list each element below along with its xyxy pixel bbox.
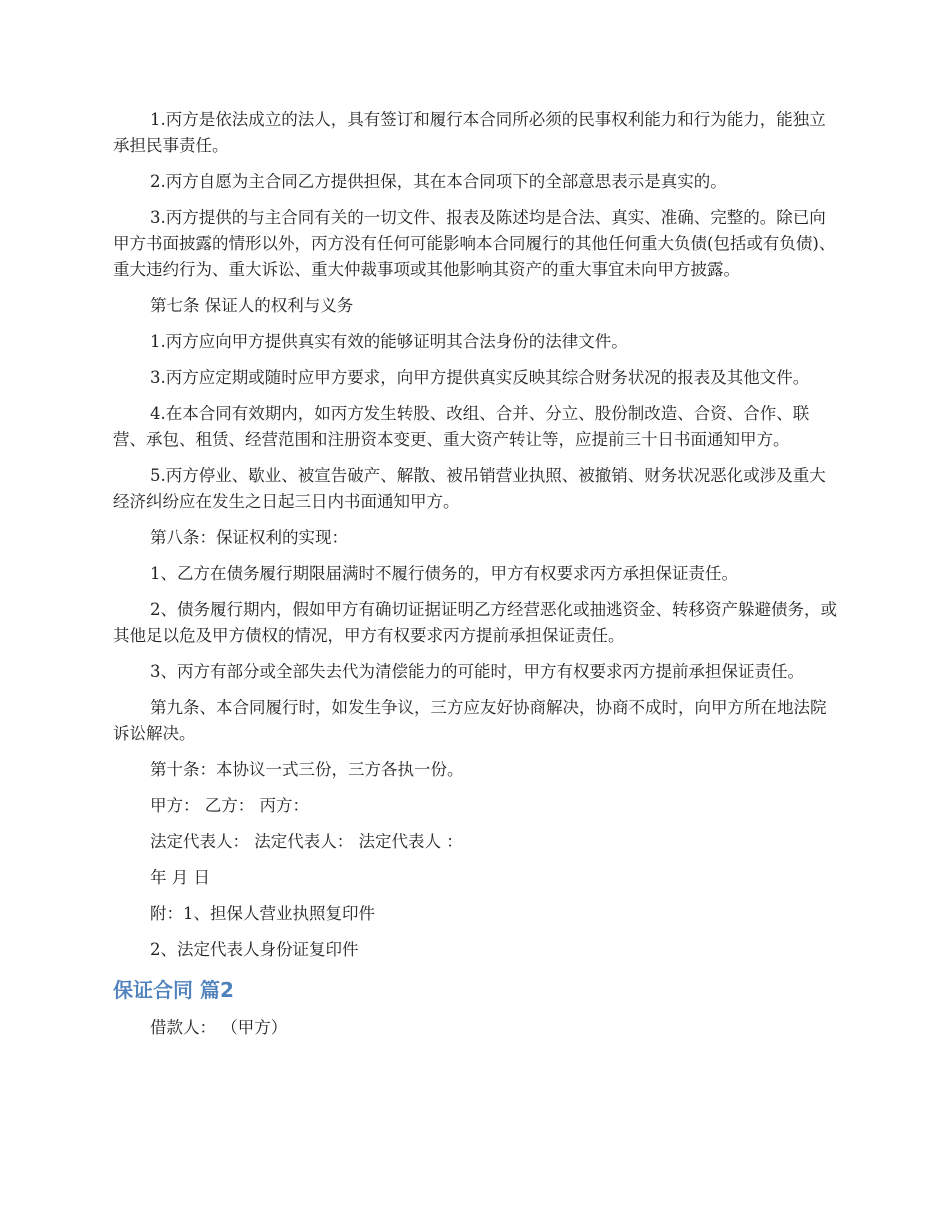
document-page xyxy=(113,107,840,1051)
article-7-title: 第七条 保证人的权利与义务 xyxy=(150,296,354,315)
paragraph-6: 4.在本合同有效期内，如丙方发生转股、改组、合并、分立、股份制改造、合资、合作、联营、承包、租赁、经营范围和注册资本变更、重大资产转让等，应提前三十日书面通知甲方。 xyxy=(113,404,810,449)
paragraph-8: 1、乙方在债务履行期限届满时不履行债务的，甲方有权要求丙方承担保证责任。 xyxy=(150,564,738,583)
paragraph-4: 1.丙方应向甲方提供真实有效的能够证明其合法身份的法律文件。 xyxy=(150,332,628,351)
section-heading: 保证合同 篇2 xyxy=(113,978,234,1002)
article-10: 第十条：本协议一式三份，三方各执一份。 xyxy=(150,760,464,779)
date-line: 年 月 日 xyxy=(150,868,210,887)
paragraph-3: 3.丙方提供的与主合同有关的一切文件、报表及陈述均是合法、真实、准确、完整的。除已向甲方书面披露的情形以外，丙方没有任何可能影响本合同履行的其他任何重大负债(包括或有负债)、重大违约行为、重大诉讼、重大仲裁事项或其他影响其资产的重大事宜未向甲方披露。 xyxy=(113,208,836,279)
representatives-line: 法定代表人： 法定代表人： 法定代表人 ： xyxy=(150,832,463,851)
paragraph-7: 5.丙方停业、歇业、被宣告破产、解散、被吊销营业执照、被撤销、财务状况恶化或涉及重大经济纠纷应在发生之日起三日内书面通知甲方。 xyxy=(113,466,826,511)
paragraph-1: 1.丙方是依法成立的法人，具有签订和履行本合同所必须的民事权利能力和行为能力，能独立承担民事责任。 xyxy=(113,110,826,155)
article-8-title: 第八条：保证权利的实现： xyxy=(150,528,348,547)
parties-line: 甲方： 乙方： 丙方： xyxy=(150,796,309,815)
paragraph-9: 2、债务履行期内，假如甲方有确切证据证明乙方经营恶化或抽逃资金、转移资产躲避债务，或其他足以危及甲方债权的情况，甲方有权要求丙方提前承担保证责任。 xyxy=(113,600,837,645)
paragraph-2: 2.丙方自愿为主合同乙方提供担保，其在本合同项下的全部意思表示是真实的。 xyxy=(150,172,727,191)
paragraph-5: 3.丙方应定期或随时应甲方要求，向甲方提供真实反映其综合财务状况的报表及其他文件。 xyxy=(150,368,810,387)
attachment-1: 附：1、担保人营业执照复印件 xyxy=(150,904,375,923)
attachment-2: 2、法定代表人身份证复印件 xyxy=(150,940,359,959)
borrower-line: 借款人： （甲方） xyxy=(150,1018,288,1037)
paragraph-10: 3、丙方有部分或全部失去代为清偿能力的可能时，甲方有权要求丙方提前承担保证责任。 xyxy=(150,662,804,681)
article-9: 第九条、本合同履行时，如发生争议，三方应友好协商解决，协商不成时，向甲方所在地法院诉讼解决。 xyxy=(113,698,827,743)
